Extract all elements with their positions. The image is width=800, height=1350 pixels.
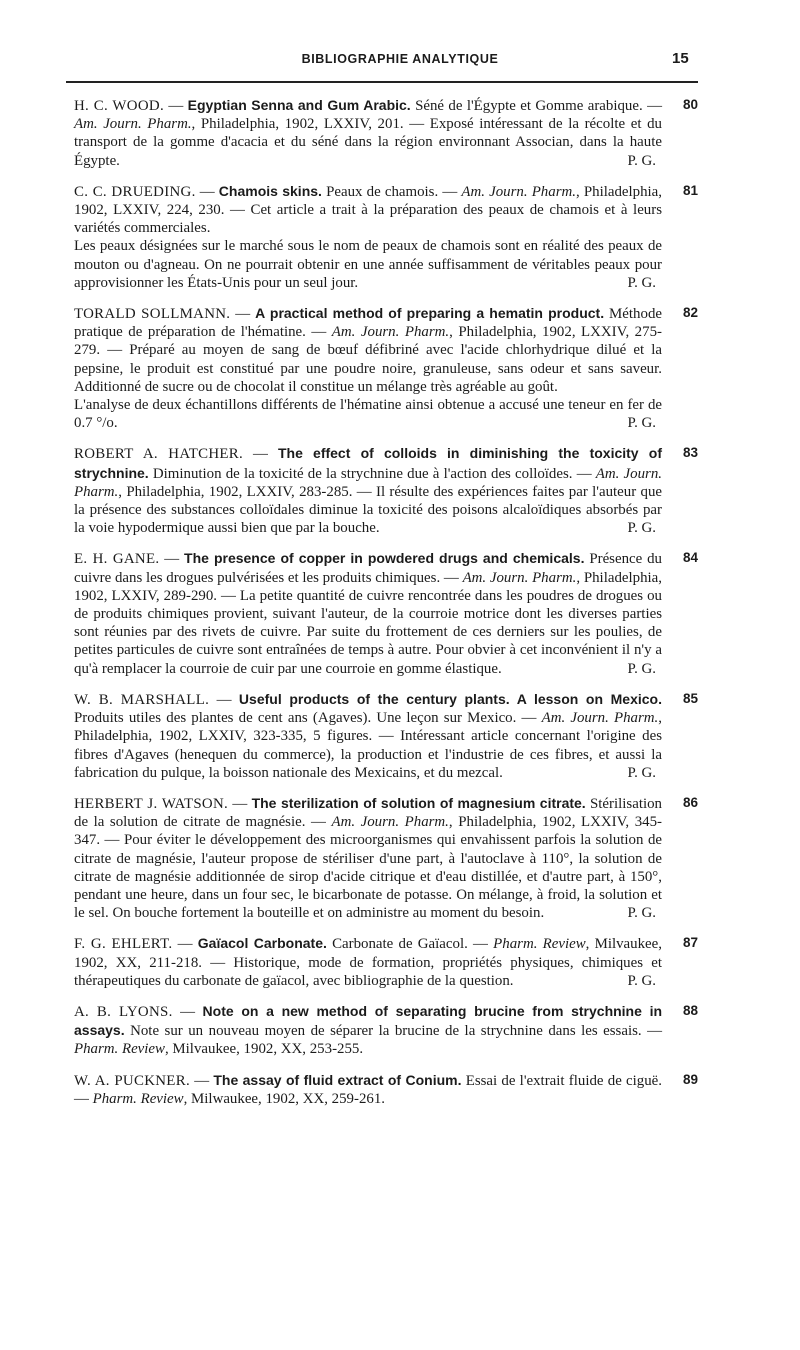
entry-source-journal: Am. Journ. Pharm.: [74, 465, 662, 500]
entry-source-journal: Am. Journ. Pharm.: [461, 183, 576, 200]
page-number: 15: [672, 50, 689, 67]
bibliography-entry: [74, 794, 698, 922]
entry-body: Séné de l'Égypte et Gomme arabique. —: [410, 98, 662, 114]
entry-author: H. C. WOOD.: [74, 98, 164, 114]
entry-source-journal: Am. Journ. Pharm.: [462, 569, 577, 586]
entry-title: A practical method of preparing a hematin product.: [255, 305, 605, 322]
entry-number: 80: [682, 97, 698, 112]
entry-paragraph: F. G. EHLERT. — Gaïacol Carbonate. Carbonate de Gaïacol. — Pharm. Review, Milvaukee, 1902, XX, 211-218. — Historique, mode de formation, propriétés physiques, chimiques et thérapeutiques du carbonate de gaïacol, avec bibliographie de la question. P. G.: [74, 935, 662, 989]
entry-signature: P. G.: [627, 905, 656, 922]
entry-title: Note on a new method of separating brucine from strychnine in assays.: [74, 1002, 663, 1039]
entry-source-details: , Philadelphia, 1902, LXXIV, 201. — Exposé intéressant de la récolte et du transport de la gomme d'acacia et du séné dans la région environnant Associan, dans la haute Égypte.: [74, 116, 662, 169]
bibliography-entry: [74, 690, 698, 782]
entry-source-journal: Am. Journ. Pharm.: [541, 710, 659, 727]
entry-number: 89: [682, 1071, 698, 1087]
entry-source-details: , Philadelphia, 1902, LXXIV, 323-335, 5 figures. — Intéressant article concernant l'origine des fibres d'Agaves (henequen du commerce), la production et l'industrie de ces fibres, et aussi la fabrication du pulque, la boisson nationale des Mexicains, et du mezcal.: [74, 710, 662, 781]
bibliography-entries: [74, 96, 698, 1120]
entry-number: 88: [682, 1002, 698, 1018]
entry-title: The effect of colloids in diminishing the toxicity of strychnine.: [74, 445, 662, 481]
entry-paragraph: W. B. MARSHALL. — Useful products of the century plants. A lesson on Mexico. Produits utiles des plantes de cent ans (Agaves). Une leçon sur Mexico. — Am. Journ. Pharm., Philadelphia, 1902, LXXIV, 323-335, 5 figures. — Intéressant article concernant l'origine des fibres d'Agaves (henequen du commerce), la production et l'industrie de ces fibres, et aussi la fabrication du pulque, la boisson nationale des Mexicains, et du mezcal. P. G.: [74, 690, 662, 781]
running-title: BIBLIOGRAPHIE ANALYTIQUE: [301, 52, 499, 66]
entry-title: Egyptian Senna and Gum Arabic.: [187, 97, 411, 113]
entry-number: 82: [682, 305, 698, 321]
entry-source-journal: Am. Journ. Pharm.: [331, 814, 449, 831]
bibliography-entry: [74, 1071, 698, 1108]
entry-author: HERBERT J. WATSON.: [74, 795, 229, 812]
entry-author: C. C. DRUEDING.: [74, 183, 196, 200]
entry-source-details: , Philadelphia, 1902, LXXIV, 345-347. — Pour éviter le développement des microorganismes qui envahissent parfois la solution de citrate de magnésie, l'auteur propose de stériliser d'une part, à l'autoclave à 110°, la solution de citrate de magnésie additionnée de sirop d'acide citrique et d'eau distillée, et d'autre part, à 150°, pendant une heure, dans un four sec, le bicarbonate de potasse. On mélange, à froid, la solution et le sel. On bouche fortement la bouteille et on administre au moment du besoin.: [74, 814, 662, 922]
bibliography-entry: [74, 96, 698, 170]
header-rule: [66, 81, 698, 83]
entry-source-journal: Pharm. Review: [74, 1041, 165, 1058]
entry-paragraph-2: [74, 237, 698, 292]
entry-body: Produits utiles des plantes de cent ans (Agaves). Une leçon sur Mexico. —: [74, 710, 542, 727]
entry-paragraph: ROBERT A. HATCHER. — The effect of colloids in diminishing the toxicity of strychnine. Diminution de la toxicité de la strychnine due à l'action des colloïdes. — Am. Journ. Pharm., Philadelphia, 1902, LXXIV, 283-285. — Il résulte des expériences faites par l'auteur que la présence des substances colloïdales diminue la toxicité des poisons alcaloïdiques absorbés par la voie hypodermique aussi bien que par la bouche. P. G.: [74, 445, 662, 537]
entry-signature: P. G.: [627, 274, 656, 291]
entry-title: Gaïacol Carbonate.: [197, 935, 327, 952]
entry-source-journal: Am. Journ. Pharm.: [74, 116, 192, 133]
entry-signature: P. G.: [627, 764, 656, 781]
entry-author: W. B. MARSHALL.: [74, 691, 210, 708]
entry-source-details: , Philadelphia, 1902, LXXIV, 283-285. — Il résulte des expériences faites par l'auteur que la présence des substances colloïdales diminue la toxicité des poisons alcaloïdiques absorbés par la voie hypodermique aussi bien que par la bouche.: [74, 483, 662, 537]
entry-number: 84: [682, 550, 698, 566]
entry-title: Chamois skins.: [218, 182, 322, 199]
entry-body: Présence du cuivre dans les drogues pulvérisées et les produits chimiques. —: [74, 551, 662, 586]
entry-title: Useful products of the century plants. A lesson on Mexico.: [238, 690, 662, 707]
bibliography-entry: [74, 444, 698, 537]
bibliography-entry: [74, 934, 698, 990]
entry-title: The sterilization of solution of magnesium citrate.: [251, 794, 586, 811]
entry-paragraph: H. C. WOOD. — Egyptian Senna and Gum Arabic. Séné de l'Égypte et Gomme arabique. — Am. Journ. Pharm., Philadelphia, 1902, LXXIV, 201. — Exposé intéressant de la récolte et du transport de la gomme d'acacia et du séné dans la région environnant Associan, dans la haute Égypte. P. G.: [74, 97, 662, 169]
entry-source-journal: Pharm. Review: [493, 936, 586, 953]
entry-author: A. B. LYONS.: [74, 1003, 173, 1020]
entry-paragraph-2-text: Les peaux désignées sur le marché sous le nom de peaux de chamois sont en réalité des peaux de mouton ou d'agneau. On ne pourrait obtenir en une année suffisamment de véritables peaux pour approvisionner les États-Unis pour un seul jour.: [74, 238, 662, 291]
entry-source-details: , Philadelphia, 1902, LXXIV, 224, 230. — Cet article a trait à la préparation des peaux de chamois et à leurs variétés commerciales.: [74, 183, 663, 237]
entry-paragraph-2: [74, 396, 698, 432]
entry-source-details: , Philadelphia, 1902, LXXIV, 275-279. — Préparé au moyen de sang de bœuf défibriné avec l'acide chlorhydrique dilué et la pepsine, le produit est constitué par une poudre noire, granuleuse, sans odeur et sans saveur. Additionné de sucre ou de chocolat il constitue un mélange très agréable au goût.: [74, 324, 662, 395]
bibliography-entry: [74, 549, 698, 677]
entry-number: 85: [682, 690, 698, 706]
entry-title: The assay of fluid extract of Conium.: [213, 1071, 462, 1088]
entry-paragraph: HERBERT J. WATSON. — The sterilization of solution of magnesium citrate. Stérilisation de la solution de citrate de magnésie. — Am. Journ. Pharm., Philadelphia, 1902, LXXIV, 345-347. — Pour éviter le développement des microorganismes qui envahissent parfois la solution de citrate de magnésie, l'auteur propose de stériliser d'une part, à l'autoclave à 110°, la solution de citrate de magnésie additionnée de sirop d'acide citrique et d'eau distillée, et d'autre part, à 150°, pendant une heure, dans un four sec, le bicarbonate de potasse. On mélange, à froid, la solution et le sel. On bouche fortement la bouteille et on administre au moment du besoin. P. G.: [74, 794, 662, 922]
entry-paragraph: W. A. PUCKNER. — The assay of fluid extract of Conium. Essai de l'extrait fluide de ciguë. — Pharm. Review, Milwaukee, 1902, XX, 259-261.: [74, 1071, 663, 1107]
entry-body: Stérilisation de la solution de citrate de magnésie. —: [74, 795, 662, 831]
entry-source-details: , Milvaukee, 1902, XX, 211-218. — Historique, mode de formation, propriétés physiques, chimiques et thérapeutiques du carbonate de gaïacol, avec bibliographie de la question.: [74, 936, 662, 989]
entry-number: 87: [682, 935, 698, 951]
entry-body: Méthode pratique de préparation de l'hématine. —: [74, 306, 662, 341]
entry-number: 86: [682, 794, 698, 810]
entry-body: Carbonate de Gaïacol. —: [326, 936, 494, 953]
entry-signature: P. G.: [627, 152, 656, 169]
entry-body: Essai de l'extrait fluide de ciguë. —: [74, 1072, 663, 1107]
entry-body: Note sur un nouveau moyen de séparer la brucine de la strychnine dans les essais. —: [124, 1023, 662, 1040]
entry-signature: P. G.: [627, 415, 656, 432]
entry-signature: P. G.: [627, 660, 656, 677]
entry-body: Diminution de la toxicité de la strychnine due à l'action des colloïdes. —: [148, 465, 596, 482]
entry-title: The presence of copper in powdered drugs and chemicals.: [184, 550, 585, 567]
bibliography-entry: [74, 182, 698, 292]
entry-source-details: , Philadelphia, 1902, LXXIV, 289-290. — La petite quantité de cuivre rencontrée dans les poudres de drogues ou de produits chimiques provient, suivant l'auteur, de la courroie motrice dont les diverses parties sont réunies par des rivets de cuivre. Par suite du frottement de ces derniers sur les poulies, de petites particules de cuivre sont entraînées de temps à autre. Pour obvier à cet inconvénient il n'y a qu'à remplacer la courroie de cuir par une courroie en gomme élastique.: [74, 569, 662, 677]
entry-source-journal: Am. Journ. Pharm.: [331, 324, 450, 341]
entry-paragraph: A. B. LYONS. — Note on a new method of separating brucine from strychnine in assays. Note sur un nouveau moyen de séparer la brucine de la strychnine dans les essais. — Pharm. Review, Milvaukee, 1902, XX, 253-255.: [74, 1002, 663, 1058]
entry-paragraph: C. C. DRUEDING. — Chamois skins. Peaux de chamois. — Am. Journ. Pharm., Philadelphia, 1902, LXXIV, 224, 230. — Cet article a trait à la préparation des peaux de chamois et à leurs variétés commerciales.: [74, 182, 663, 237]
entry-number: 81: [682, 182, 698, 198]
entry-source-details: , Milwaukee, 1902, XX, 259-261.: [183, 1090, 386, 1107]
entry-body: Peaux de chamois. —: [321, 183, 462, 200]
bibliography-entry: [74, 1002, 698, 1059]
entry-paragraph-2-text: L'analyse de deux échantillons différents de l'hématine ainsi obtenue a accusé une teneur en fer de 0.7 °/o.: [74, 397, 662, 432]
entry-author: TORALD SOLLMANN.: [74, 306, 231, 323]
entry-author: F. G. EHLERT.: [74, 936, 173, 953]
entry-signature: P. G.: [627, 520, 656, 537]
entry-author: ROBERT A. HATCHER.: [74, 446, 244, 463]
entry-source-details: , Milvaukee, 1902, XX, 253-255.: [164, 1041, 364, 1058]
entry-paragraph: E. H. GANE. — The presence of copper in powdered drugs and chemicals. Présence du cuivre dans les drogues pulvérisées et les produits chimiques. — Am. Journ. Pharm., Philadelphia, 1902, LXXIV, 289-290. — La petite quantité de cuivre rencontrée dans les poudres de drogues ou de produits chimiques provient, suivant l'auteur, de la courroie motrice dont les diverses parties sont réunies par des rivets de cuivre. Par suite du frottement de ces derniers sur les poulies, de petites particules de cuivre sont entraînées de temps à autre. Pour obvier à cet inconvénient il n'y a qu'à remplacer la courroie de cuir par une courroie en gomme élastique. P. G.: [74, 550, 662, 677]
entry-author: E. H. GANE.: [74, 551, 160, 568]
entry-source-journal: Pharm. Review: [92, 1090, 184, 1107]
bibliography-entry: [74, 304, 698, 432]
entry-number: 83: [682, 445, 698, 461]
entry-paragraph: TORALD SOLLMANN. — A practical method of preparing a hematin product. Méthode pratique de préparation de l'hématine. — Am. Journ. Pharm., Philadelphia, 1902, LXXIV, 275-279. — Préparé au moyen de sang de bœuf défibriné avec l'acide chlorhydrique dilué et la pepsine, le produit est constitué par une poudre noire, granuleuse, sans odeur et sans saveur. Additionné de sucre ou de chocolat il constitue un mélange très agréable au goût.: [74, 305, 662, 395]
entry-author: W. A. PUCKNER.: [74, 1072, 190, 1089]
entry-signature: P. G.: [627, 972, 656, 989]
